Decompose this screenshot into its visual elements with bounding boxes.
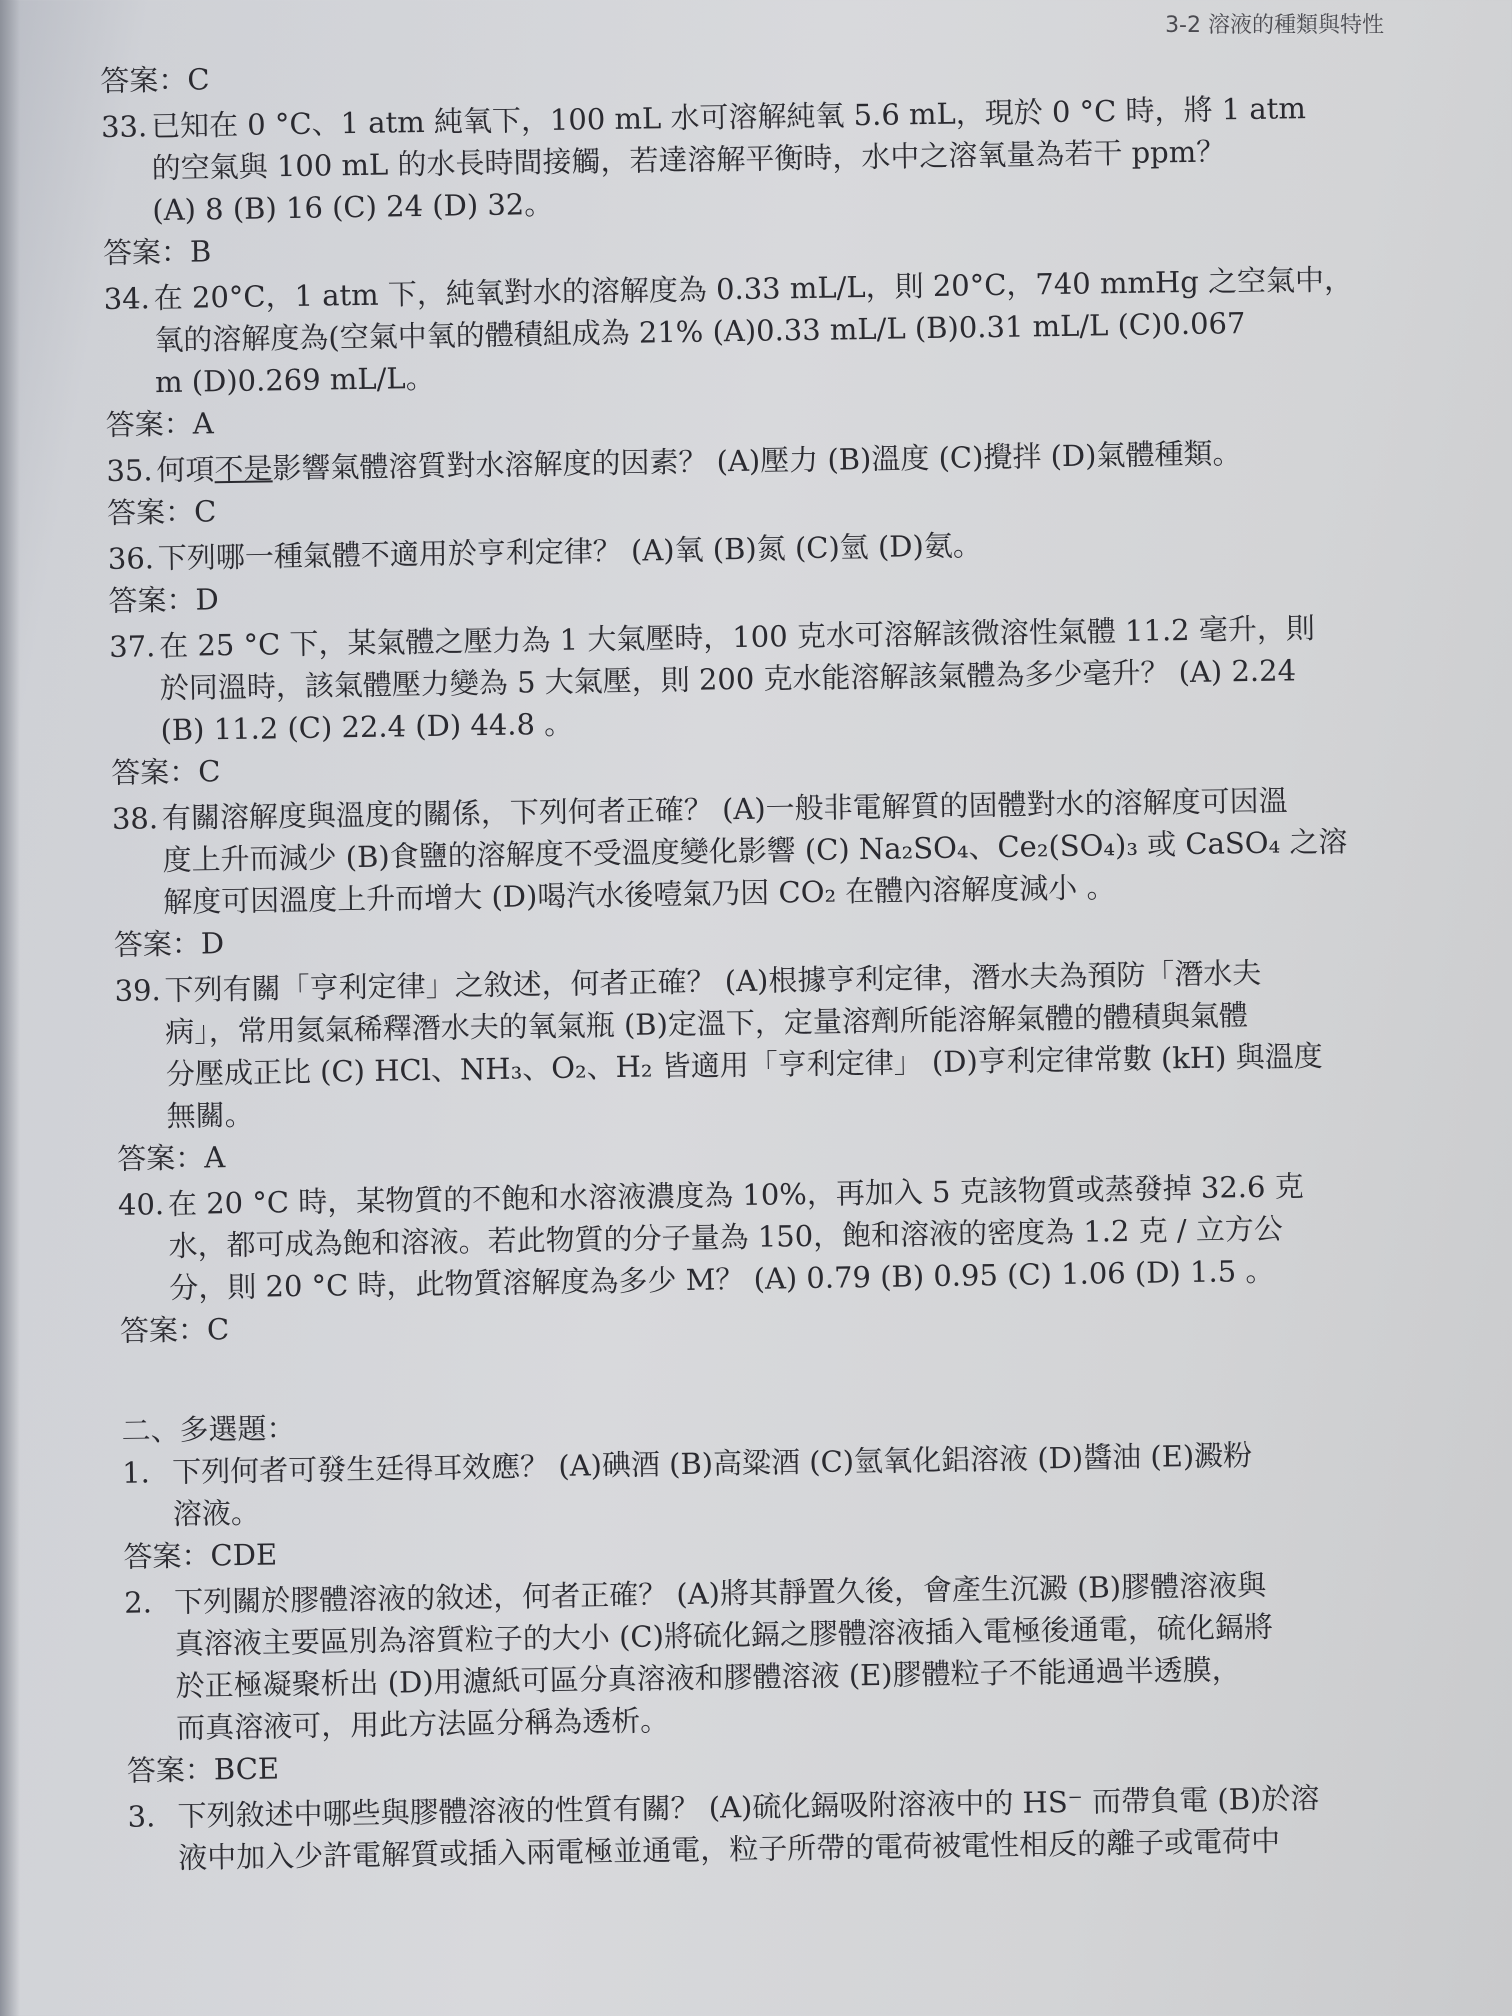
section-heading: 二、多選題：	[121, 1411, 296, 1448]
question-number: 39.	[114, 973, 162, 1008]
question-number: 2.	[123, 1585, 153, 1620]
question-text: 在 20°C，1 atm 下，純氧對水的溶解度為 0.33 mL/L，則 20°C，740 mmHg 之空氣中，	[153, 262, 1354, 316]
question-text: (A) 8 (B) 16 (C) 24 (D) 32。	[152, 186, 554, 228]
question-number: 35.	[106, 453, 153, 488]
question-text: 度上升而減少 (B)食鹽的溶解度不受溫度變化影響 (C) Na₂SO₄、Ce₂(SO₄)₃ 或 CaSO₄ 之溶	[162, 824, 1348, 878]
question-text: 下列何者可發生廷得耳效應？ (A)碘酒 (B)高粱酒 (C)氫氧化鋁溶液 (D)醬油 (E)澱粉	[171, 1438, 1253, 1490]
answer-line: 答案：BCE	[126, 1751, 280, 1788]
running-header: 3-2 溶液的種類與特性	[1165, 13, 1384, 38]
question-text: m (D)0.269 mL/L。	[154, 360, 435, 400]
question-number: 34.	[103, 281, 151, 316]
question-text: 的空氣與 100 mL 的水長時間接觸，若達溶解平衡時，水中之溶氧量為若干 ppm？	[151, 134, 1226, 186]
question-block	[127, 1774, 1512, 1880]
question-number: 38.	[111, 801, 159, 836]
question-block	[112, 776, 1504, 924]
question-text: 何項	[156, 452, 215, 488]
answer-line: 答案：B	[102, 234, 212, 270]
question-text: (B) 11.2 (C) 22.4 (D) 44.8 。	[160, 706, 574, 748]
question-text: 溶液。	[172, 1495, 261, 1532]
answer-line: 答案：C	[106, 494, 217, 530]
question-block	[101, 84, 1493, 232]
question-text: 而真溶液可，用此方法區分稱為透析。	[175, 1703, 670, 1746]
question-text: 分壓成正比 (C) HCl、NH₃、O₂、H₂ 皆適用「亨利定律」 (D)亨利定律常數 (kH) 與溫度	[165, 1038, 1323, 1092]
answer-line: 答案：D	[108, 582, 220, 618]
question-text: 有關溶解度與溫度的關係，下列何者正確？ (A)一般非電解質的固體對水的溶解度可因溫	[161, 783, 1288, 836]
question-text: 水，都可成為飽和溶液。若此物質的分子量為 150，飽和溶液的密度為 1.2 克 / 立方公	[168, 1211, 1284, 1264]
question-text: 已知在 0 °C、1 atm 純氧下，100 mL 水可溶解純氧 5.6 mL，現於 0 °C 時，將 1 atm	[150, 91, 1307, 144]
document-body	[100, 38, 1512, 1880]
question-text: 在 20 °C 時，某物質的不飽和水溶液濃度為 10%，再加入 5 克該物質或蒸發掉 32.6 克	[167, 1169, 1304, 1222]
underlined-text: 不是	[214, 451, 273, 487]
question-block	[124, 1560, 1512, 1750]
question-number: 37.	[108, 629, 156, 664]
question-block	[109, 604, 1501, 752]
answer-line: 答案：C	[100, 62, 210, 98]
answer-line: 答案：C	[110, 754, 221, 790]
question-text: 病」，常用氦氣稀釋潛水夫的氧氣瓶 (B)定溫下，定量溶劑所能溶解氣體的體積與氣體	[165, 998, 1249, 1050]
answer-line: 答案：A	[116, 1140, 226, 1176]
answer-line: 答案：C	[119, 1312, 230, 1348]
page-edge-shadow	[0, 0, 20, 2016]
answer-line: 答案：D	[113, 926, 225, 962]
question-text: 在 25 °C 下，某氣體之壓力為 1 大氣壓時，100 克水可溶解該微溶性氣體 11.2 毫升，則	[158, 610, 1316, 664]
question-text: 下列關於膠體溶液的敘述，何者正確？ (A)將其靜置久後，會產生沉澱 (B)膠體溶液與	[173, 1567, 1267, 1620]
question-text: 分，則 20 °C 時，此物質溶解度為多少 M？ (A) 0.79 (B) 0.95 (C) 1.06 (D) 1.5 。	[169, 1253, 1275, 1306]
answer-line: 答案：A	[105, 406, 214, 442]
question-number: 33.	[100, 109, 148, 144]
question-block	[103, 256, 1495, 404]
answer-line: 答案：CDE	[123, 1537, 278, 1574]
question-text: 影響氣體溶質對水溶解度的因素？ (A)壓力 (B)溫度 (C)攪拌 (D)氣體種類。	[272, 436, 1242, 486]
question-number: 1.	[121, 1455, 151, 1490]
question-text: 氧的溶解度為(空氣中氧的體積組成為 21% (A)0.33 mL/L (B)0.31 mL/L (C)0.067	[154, 306, 1246, 358]
question-number: 3.	[127, 1799, 156, 1834]
question-number: 40.	[117, 1187, 165, 1222]
question-text: 解度可因溫度上升而增大 (D)喝汽水後噎氣乃因 CO₂ 在體內溶解度減小 。	[162, 870, 1116, 920]
question-text: 下列有關「亨利定律」之敘述，何者正確？ (A)根據亨利定律，潛水夫為預防「潛水夫	[164, 955, 1262, 1008]
question-text: 下列哪一種氣體不適用於亨利定律？ (A)氧 (B)氮 (C)氫 (D)氨。	[157, 528, 983, 576]
question-text: 無關。	[166, 1097, 254, 1134]
question-text: 液中加入少許電解質或插入兩電極並通電，粒子所帶的電荷被電性相反的離子或電荷中	[177, 1823, 1281, 1875]
question-text: 於同溫時，該氣體壓力變為 5 大氣壓，則 200 克水能溶解該氣體為多少毫升？ (A) 2.24	[159, 653, 1297, 706]
question-text: 下列敘述中哪些與膠體溶液的性質有關？ (A)硫化鎘吸附溶液中的 HS⁻ 而帶負電 (B)於溶	[177, 1781, 1320, 1833]
question-number: 36.	[107, 541, 155, 576]
question-block	[114, 948, 1506, 1138]
question-block	[118, 1162, 1510, 1310]
question-text: 真溶液主要區別為溶質粒子的大小 (C)將硫化鎘之膠體溶液插入電極後通電，硫化鎘將	[174, 1609, 1274, 1662]
question-text: 於正極凝聚析出 (D)用濾紙可區分真溶液和膠體溶液 (E)膠體粒子不能通過半透膜，	[175, 1652, 1241, 1704]
